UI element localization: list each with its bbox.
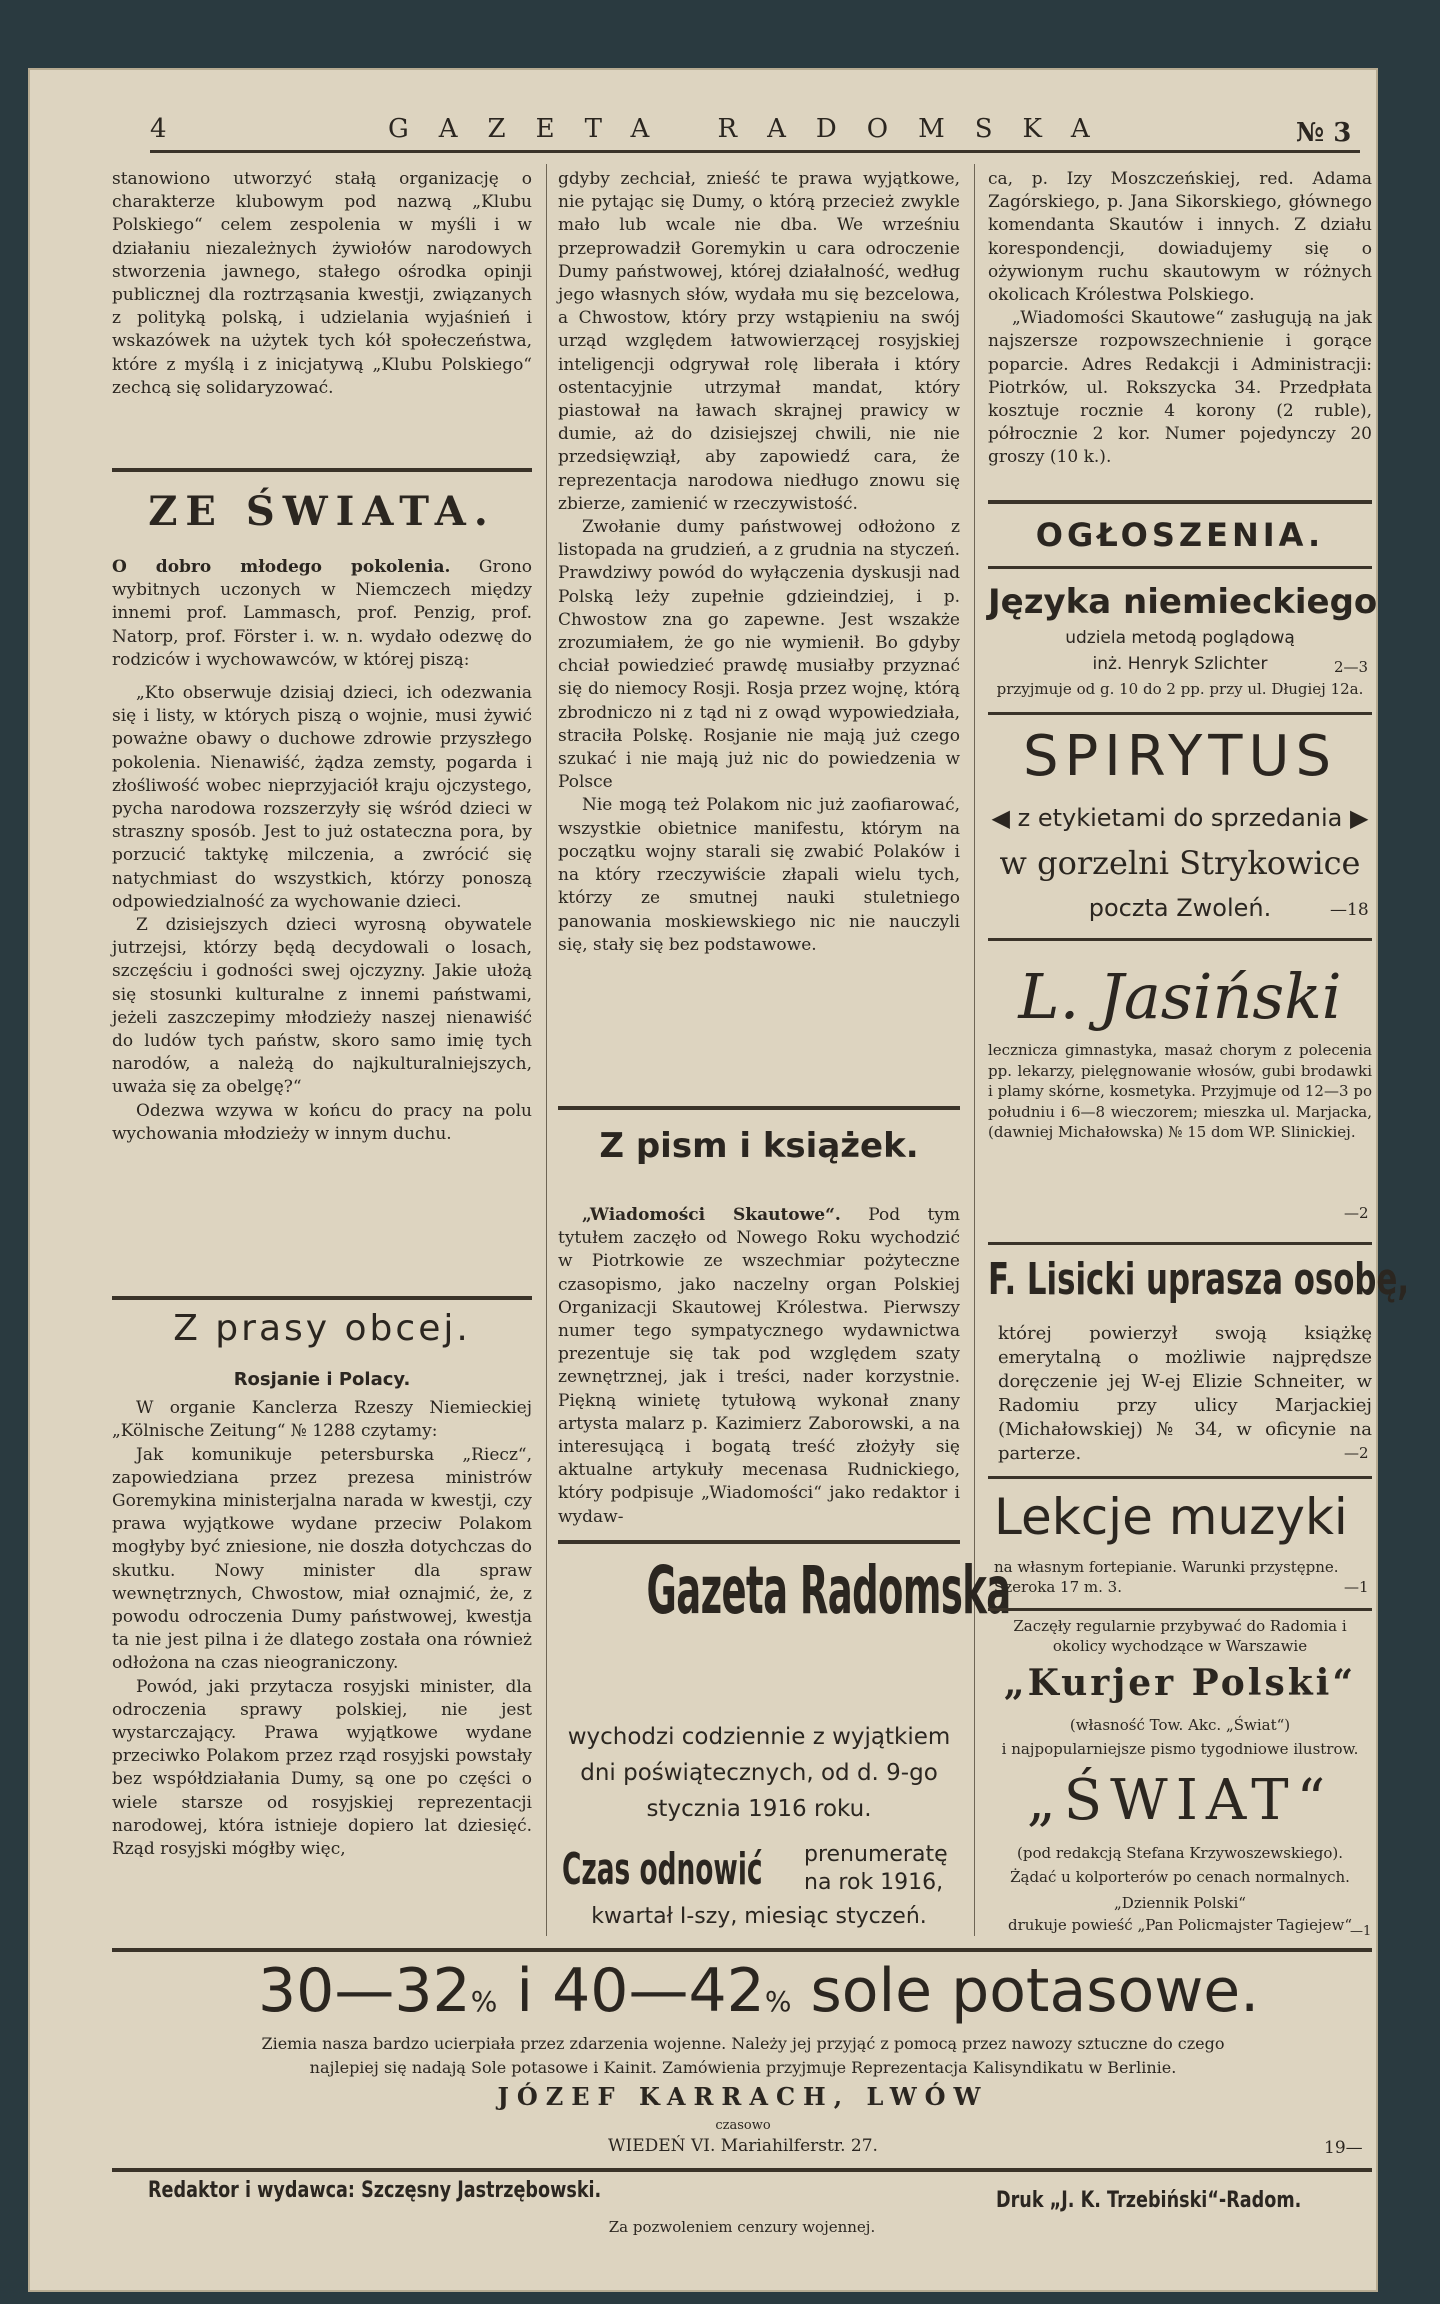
percent-sign: % — [470, 1985, 498, 2018]
page-number: 4 — [150, 114, 197, 144]
ad-line: której powierzył swoją książkę emerytalną o możliwie najprędsze doręczenie jej W-ej Elizie Schneiter, w Radomiu przy ulicy Marjackiej (Michałowskiej) № 34, w oficynie na parterze. — [998, 1323, 1372, 1464]
divider — [988, 1242, 1372, 1245]
paragraph: gdyby zechciał, znieść te prawa wyjątkowe, nie pytając się Dumy, o którą przecież zwykle mało lub wcale nie dba. We wrześniu przeprowadził Goremykin u cara odroczenie Dumy państwowej, której działalność, według jego własnych słów, wydała mu się bezcelowa, a Chwostow, który przy wstąpieniu na swój urząd względem łatwowierzącej rosyjskiej inteligencji odgrywał rolę liberała i który ostentacyjnie utrzymał mandat, który piastował na ławach skrajnej prawicy w dumie, aż do dzisiejszej chwili, nie nie przedsięwziął, aby zapowiedź cara, że reprezentacja narodowa niedługo znowu się zbierze, zamienić w rzeczywistość. — [558, 169, 960, 514]
ad-line: poczta Zwoleń. — [1088, 894, 1272, 922]
paragraph: Zwołanie dumy państwowej odłożono z listopada na grudzień, a z grudnia na styczeń. Prawdziwy powód do wyłączenia dyskusji nad Polską leży zupełnie gdzieindziej, i p. Chwostow zna go zapewne. Jest wszakże zrozumiałem, że go nie wymienił. Bo gdyby chciał powiedzieć prawdę musiałby przyznać się do niemocy Rosji. Rosja przez wojnę, którą zbrodniczo ni z tąd ni z owąd wypowiedziała, straciła Polskę. Rosjanie nie mają już czego szukać i nie mają już nic do powiedzenia w Polsce — [558, 517, 960, 793]
footer-censor: Za pozwoleniem cenzury wojennej. — [608, 2218, 876, 2236]
column-2-books — [558, 1204, 960, 1529]
potash-address: WIEDEŃ VI. Mariahilferstr. 27. — [608, 2136, 878, 2156]
header-rule — [150, 150, 1360, 153]
potash-line: Ziemia nasza bardzo ucierpiała przez zdarzenia wojenne. Należy jej przyjąć z pomocą przez nawozy sztuczne do czego — [261, 2034, 1225, 2053]
divider — [988, 712, 1372, 715]
paragraph: stanowiono utworzyć stałą organizację o charakterze klubowym pod nazwą „Klubu Polskiego“ celem zespolenia w myśli i w działaniu niezależnych żywiołów narodowych stworzenia jawnego, stałego ośrodka opinji publicznej dla roztrząsania kwestji, związanych z polityką polską, i udzielania wyjaśnień i wskazówek na użytek tych kół społeczeństwa, które z myślą i z inicjatywą „Klubu Polskiego“ zechcą się solidaryzować. — [112, 169, 532, 398]
ad-music-title: Lekcje muzyki — [994, 1488, 1348, 1546]
ad-line: „Dziennik Polski“ — [1114, 1894, 1246, 1912]
headline-part: i 40—42 — [516, 1956, 765, 2026]
potash-company: JÓZEF KARRACH, LWÓW — [497, 2082, 989, 2111]
renew-line: prenumeratę — [804, 1842, 948, 1867]
paragraph: Grono wybitnych uczonych w Niemczech między innemi prof. Lammasch, prof. Penzig, prof. Natorp, prof. Förster i. w. n. wydało odezwę do rodziców i wychowawców, w której piszą: — [112, 557, 533, 670]
ad-line: i najpopularniejsze pismo tygodniowe ilustrow. — [1001, 1740, 1359, 1758]
ad-swiat-title: „ŚWIAT“ — [1026, 1768, 1334, 1833]
footer-editor: Redaktor i wydawca: Szczęsny Jastrzębowski. — [148, 2178, 602, 2203]
article-lead: „Wiadomości Skautowe“. — [582, 1205, 841, 1225]
ad-line: przyjmuje od g. 10 do 2 pp. przy ul. Długiej 12a. — [996, 680, 1364, 698]
ad-line: (pod redakcją Stefana Krzywoszewskiego). — [1016, 1844, 1343, 1862]
ad-jasinski-text — [988, 1040, 1372, 1143]
ad-code: —18 — [1330, 900, 1369, 920]
ad-line: inż. Henryk Szlichter — [1092, 654, 1268, 674]
ad-line: udziela metodą poglądową — [1065, 628, 1295, 648]
ads-heading: OGŁOSZENIA. — [1035, 516, 1325, 554]
masthead-title: GAZETA RADOMSKA — [388, 114, 1120, 144]
divider — [112, 1296, 532, 1300]
gazeta-line: stycznia 1916 roku. — [646, 1796, 872, 1822]
divider — [988, 1608, 1372, 1611]
gazeta-line: dni poświątecznych, od d. 9-go — [580, 1760, 938, 1786]
column-separator — [974, 164, 975, 1936]
ad-lisicki-title: F. Lisicki uprasza osobę, — [988, 1254, 1410, 1305]
percent-sign: % — [764, 1985, 792, 2018]
ad-kurjer-title: „Kurjer Polski“ — [1003, 1662, 1357, 1704]
paragraph: ca, p. Izy Moszczeńskiej, red. Adama Zagórskiego, p. Jana Sikorskiego, głównego komendanta Skautów i innych. Z działu korespondencji, dowiadujemy się o ożywionym ruchu skautowym w różnych okolicach Królestwa Polskiego. — [988, 169, 1372, 306]
ad-german-title: Języka niemieckiego — [988, 582, 1378, 622]
divider — [988, 566, 1372, 569]
column-3-top — [988, 168, 1372, 470]
ad-code: —2 — [1344, 1444, 1369, 1462]
ad-code: 2—3 — [1334, 658, 1369, 676]
article-subtitle: Rosjanie i Polacy. — [233, 1369, 411, 1390]
renew-heading: Czas odnowić — [562, 1844, 763, 1895]
issue-number: № 3 — [1296, 118, 1352, 148]
ad-line: na własnym fortepianie. Warunki przystępne. — [994, 1558, 1339, 1576]
paragraph: Odezwa wzywa w końcu do pracy na polu wychowania młodzieży w innym duchu. — [112, 1100, 532, 1144]
ornament-right-icon: ▶ — [1350, 804, 1369, 832]
divider — [988, 500, 1372, 504]
footer-printer: Druk „J. K. Trzebiński“-Radom. — [996, 2188, 1302, 2213]
gazeta-line: wychodzi codziennie z wyjątkiem — [567, 1724, 951, 1750]
column-1-world — [112, 556, 532, 1146]
divider — [112, 2168, 1372, 2172]
ad-line: (własność Tow. Akc. „Świat“) — [1069, 1716, 1291, 1734]
paragraph: Jak komunikuje petersburska „Riecz“, zapowiedziana przez prezesa ministrów Goremykina ministerjalna narada w kwestji, czy prawa wyjątkowe wydane przeciw Polakom mogłyby być zniesione, nie doszła dotychczas do skutku. Nowy minister dla spraw wewnętrznych, Chwostow, miał oznajmić, że, z powodu odroczenia Dumy państwowej, kwestja ta nie jest pilna i że dlatego została ona również odłożona na czas nieograniczony. — [112, 1444, 532, 1674]
potash-line: najlepiej się nadają Sole potasowe i Kainit. Zamówienia przyjmuje Reprezentacja Kalisyndikatu w Berlinie. — [309, 2058, 1177, 2077]
ad-code: —1 — [1344, 1578, 1369, 1596]
renew-line: na rok 1916, — [804, 1870, 944, 1895]
gazeta-title: Gazeta Radomska — [646, 1552, 1011, 1629]
ad-spirytus-title: SPIRYTUS — [1022, 724, 1338, 789]
ad-line: Zaczęły regularnie przybywać do Radomia i okolicy wychodzące w Warszawie — [1013, 1617, 1347, 1655]
section-title-z-prasy-obcej: Z prasy obcej. — [173, 1308, 471, 1349]
ad-code: —1 — [1350, 1924, 1372, 1939]
article-lead: O dobro młodego pokolenia. — [112, 557, 451, 577]
potash-headline — [258, 1956, 1259, 2026]
potash-line: czasowo — [715, 2118, 771, 2133]
column-1-top — [112, 168, 532, 400]
ad-spirytus-line — [988, 804, 1372, 832]
ad-lisicki-text — [988, 1322, 1372, 1466]
ad-line: Żądać u kolporterów po cenach normalnych. — [1010, 1868, 1350, 1886]
paragraph: W organie Kanclerza Rzeszy Niemieckiej „Kölnische Zeitung“ № 1288 czytamy: — [112, 1398, 532, 1442]
ad-line: z etykietami do sprzedania — [1017, 804, 1343, 832]
paragraph: Nie mogą też Polakom nic już zaofiarować, wszystkie obietnice manifestu, którym na początku wojny starali się zwabić Polaków i na który rzeczywiście złapali wielu tych, którzy ze smutnej nauki stuletniego panowania moskiewskiego nic nie nauczyli się, stały się bez podstawowe. — [558, 795, 960, 955]
ad-line: drukuje powieść „Pan Policmajster Tagiejew“ — [1007, 1916, 1353, 1934]
divider — [988, 938, 1372, 941]
ad-line: Szeroka 17 m. 3. — [994, 1578, 1122, 1596]
ad-line: w gorzelni Strykowice — [999, 844, 1361, 882]
ad-code: 19— — [1324, 2138, 1363, 2158]
divider — [558, 1540, 960, 1544]
section-title-z-pism: Z pism i książek. — [599, 1126, 919, 1166]
paragraph: Z dzisiejszych dzieci wyrosną obywatele jutrzejsi, którzy będą decydowali o losach, szczęściu i godności swej ojczyzny. Jakie ułożą się stosunki kulturalne z innemi państwami, jeżeli zaszczepimy młodzieży naszej nienawiść do ludów tych państw, skoro samo imię tych narodów, a należą do najkulturalniejszych, uważa się za obelgę?“ — [112, 915, 532, 1098]
ad-line: lecznicza gimnastyka, masaż chorym z polecenia pp. lekarzy, pielęgnowanie włosów, gubi brodawki i plamy skórne, kosmetyka. Przyjmuje od 12—3 po południu i 6—8 wieczorem; mieszka ul. Marjacka, (dawniej Michałowska) № 15 dom WP. Slinickiej. — [988, 1041, 1372, 1141]
headline-part: 30—32 — [258, 1956, 471, 2026]
headline-part: sole potasowe. — [810, 1956, 1260, 2026]
divider — [112, 468, 532, 472]
paragraph: Pod tym tytułem zaczęło od Nowego Roku wychodzić w Piotrkowie ze wszechmiar pożyteczne czasopismo, jako naczelny organ Polskiej Organizacji Skautowej Królestwa. Pierwszy numer tego sympatycznego wydawnictwa prezentuje się tak pod względem szaty zewnętrznej, jak i treści, nader korzystnie. Piękną winietę tytułową wykonał znany artysta malarz p. Kazimierz Zaborowski, a na interesującą i bogatą treść złożyły się aktualne artykuły mecenasa Rudnickiego, który podpisuje „Wiadomości“ jako redaktor i wydaw- — [558, 1205, 961, 1527]
column-separator — [546, 164, 547, 1936]
section-title-ze-swiata: ZE ŚWIATA. — [148, 488, 496, 535]
paragraph: Powód, jaki przytacza rosyjski minister, dla odroczenia sprawy polskiej, nie jest wystarczający. Prawa wyjątkowe wydane przeciwko Polakom przez rząd rosyjski powstały bez współdziałania Dumy, są one po części o wiele starsze od rosyjskiej reprezentacji narodowej, która istnieje dopiero lat dziesięć. Rząd rosyjski mógłby więc, — [112, 1676, 532, 1860]
newspaper-page — [28, 68, 1410, 2292]
column-2-top — [558, 168, 960, 957]
divider — [112, 1948, 1372, 1952]
paragraph: „Kto obserwuje dzisiaj dzieci, ich odezwania się i listy, w których piszą o wojnie, musi żywić poważne obawy o duchowe zdrowie przyszłego pokolenia. Nienawiść, żądza zemsty, pogarda i złośliwość wobec nieprzyjaciół kraju ojczystego, pycha narodowa rozszerzyły się wśród dzieci w straszny sposób. Jest to już ostateczna pora, by porzucić taktykę milczenia, a zwrócić się natychmiast do wszystkich, którzy ponoszą odpowiedzialność za wychowanie dzieci. — [112, 683, 532, 912]
column-1-press — [112, 1368, 532, 1861]
renew-line: kwartał I-szy, miesiąc styczeń. — [591, 1904, 927, 1929]
ornament-left-icon: ◀ — [991, 804, 1010, 832]
divider — [988, 1476, 1372, 1479]
divider — [558, 1106, 960, 1110]
gazeta-subscription-ad — [558, 1552, 1011, 1942]
ad-jasinski-title: L. Jasiński — [1018, 960, 1342, 1033]
paragraph: „Wiadomości Skautowe“ zasługują na jak najszersze rozpowszechnienie i gorące poparcie. Adres Redakcji i Administracji: Piotrków, ul. Rokszycka 34. Przedpłata kosztuje rocznie 4 korony (2 ruble), półrocznie 2 kor. Numer pojedynczy 20 groszy (10 k.). — [988, 308, 1372, 468]
ad-code: —2 — [1344, 1204, 1369, 1222]
